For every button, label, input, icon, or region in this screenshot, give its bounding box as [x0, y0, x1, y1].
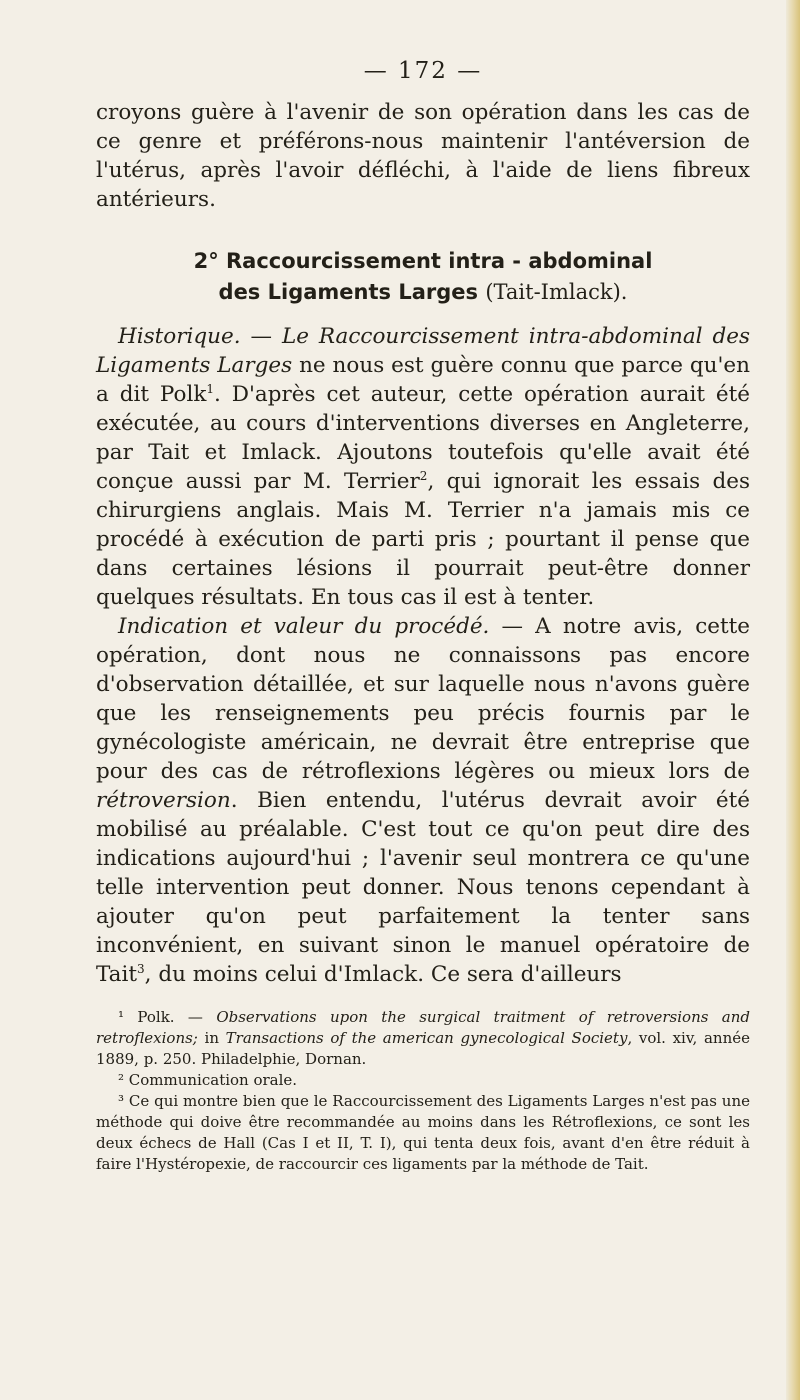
footnote-1-details: , vol. xiv, année 1889, p. 250. Philadelphie, Dornan.	[96, 1029, 750, 1068]
footnote-3-mark: ³	[118, 1092, 125, 1110]
historique-text2: . D'après cet auteur, cette opération aurait été exécutée, au cours d'interventions diverses en Angleterre, par Tait et Imlack. Ajoutons toutefois qu'elle avait été conçue aussi par M. Terrier	[96, 382, 750, 494]
indication-text2: . Bien entendu, l'utérus devrait avoir été mobilisé au préalable. C'est tout ce qu'on peut dire des indications aujourd'hui ; l'avenir seul montrera ce qu'une telle intervention peut donner. Nous tenons cependant à ajouter qu'on peut parfaitement la tenter sans inconvénient, en suivant sinon le manuel opératoire de Tait	[96, 788, 750, 987]
footnote-1-journal: Transactions of the american gynecological Society	[225, 1029, 628, 1047]
footnote-2	[96, 1070, 750, 1091]
intro-paragraph: croyons guère à l'avenir de son opération dans les cas de ce genre et préférons-nous maintenir l'antéversion de l'utérus, après l'avoir défléchi, à l'aide de liens fibreux antérieurs.	[96, 100, 750, 212]
section-title-paren: (Tait-Imlack).	[485, 280, 628, 304]
historique-title: Le Raccourcissement intra-abdominal des Ligaments Larges	[96, 324, 751, 378]
historique-heading: Historique.	[118, 324, 241, 349]
historique-dash: —	[240, 324, 282, 349]
indication-paragraph	[96, 612, 750, 989]
footnotes	[96, 1007, 750, 1175]
footnote-3-text: Ce qui montre bien que le Raccourcissement des Ligaments Larges n'est pas une méthode qui doive être recommandée au moins dans les Rétroflexions, ce sont les deux échecs de Hall (Cas I et II, T. I), qui tenta deux fois, avant d'en être réduit à faire l'Hystéropexie, de raccourcir ces ligaments par la méthode de Tait.	[96, 1092, 750, 1173]
indication-heading: Indication et valeur du procédé.	[118, 614, 490, 639]
footnote-1	[96, 1007, 750, 1070]
historique-text1: ne nous est guère connu que parce qu'en a dit Polk	[96, 353, 750, 407]
footnote-2-text: Communication orale.	[124, 1071, 298, 1089]
footnote-1-title: Observations upon the surgical traitment of retroversions and retroflexions;	[96, 1008, 751, 1047]
historique-paragraph	[96, 322, 750, 612]
footnote-2-mark: ²	[118, 1071, 125, 1089]
footnote-3	[96, 1091, 750, 1175]
footnote-ref-1: 1	[206, 381, 215, 396]
section-title-ligaments: des Ligaments Larges	[218, 280, 479, 304]
section-title-line1: 2° Raccourcissement intra - abdominal	[193, 249, 653, 273]
footnote-1-in: in	[197, 1029, 226, 1047]
section-title-line2	[96, 277, 750, 308]
page-number: — 172 —	[363, 58, 483, 84]
section-title	[96, 246, 750, 308]
indication-text3: , du moins celui d'Imlack. Ce sera d'ailleurs	[144, 962, 622, 987]
indication-dash: —	[489, 614, 536, 639]
book-page	[96, 58, 750, 1175]
retroversion-term: rétroversion	[96, 788, 231, 813]
page-edge-shadow	[786, 0, 800, 1400]
historique-text3: , qui ignorait les essais des chirurgiens anglais. Mais M. Terrier n'a jamais mis ce procédé à exécution de parti pris ; pourtant il pense que dans certaines lésions il pourrait peut-être donner quelques résultats. En tous cas il est à tenter.	[96, 469, 750, 610]
footnote-ref-3: 3	[137, 961, 145, 976]
footnote-ref-2: 2	[419, 468, 428, 483]
footnote-1-mark: ¹	[118, 1008, 125, 1026]
footnote-1-author: Polk. —	[124, 1008, 217, 1026]
indication-text1: A notre avis, cette opération, dont nous ne connaissons pas encore d'observation détaillée, et sur laquelle nous n'avons guère que les renseignements peu précis fournis par le gynécologiste américain, ne devrait être entreprise que pour des cas de rétroflexions légères ou mieux lors de	[96, 614, 750, 784]
